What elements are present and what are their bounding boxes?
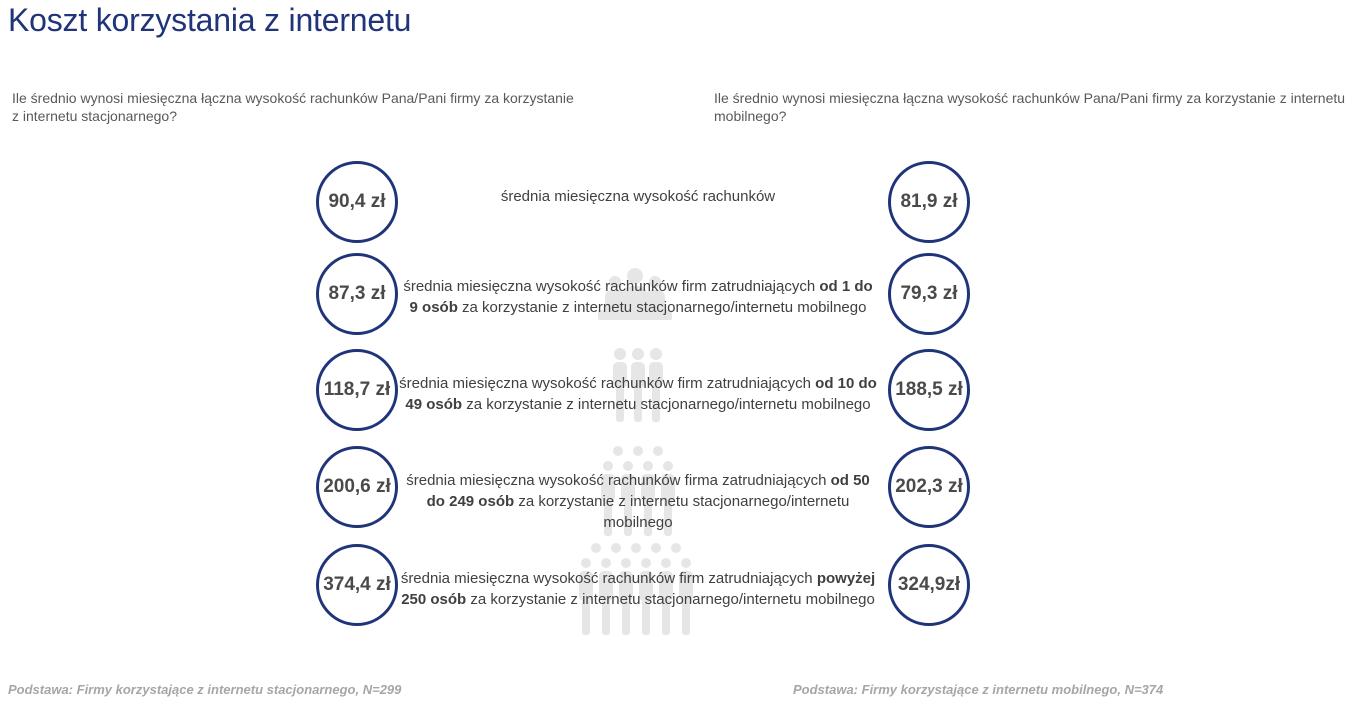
row-text-pre: średnia miesięczna wysokość rachunków firm zatrudniających	[399, 375, 816, 392]
footnote-mobile-base: Podstawa: Firmy korzystające z internetu mobilnego, N=374	[793, 682, 1164, 697]
row-text-pre: średnia miesięczna wysokość rachunków firma zatrudniających	[406, 472, 831, 489]
mobile-cost-circle-all: 81,9 zł	[888, 161, 970, 243]
mobile-cost-circle-1-9: 79,3 zł	[888, 253, 970, 335]
fixed-cost-circle-1-9: 87,3 zł	[316, 253, 398, 335]
row-text-bold: powyżej 250 osób	[401, 570, 876, 608]
fixed-cost-circle-all: 90,4 zł	[316, 161, 398, 243]
fixed-cost-circle-10-49: 118,7 zł	[316, 349, 398, 431]
row-text-pre: średnia miesięczna wysokość rachunków firm zatrudniających	[403, 278, 820, 295]
row-description-all	[398, 186, 878, 207]
row-text-bold: od 1 do 9 osób	[409, 278, 873, 316]
row-text-post: za korzystanie z internetu stacjonarnego/internetu mobilnego	[466, 591, 875, 608]
row-text-post: za korzystanie z internetu stacjonarnego/internetu mobilnego	[514, 493, 850, 531]
row-description-250-plus	[398, 568, 878, 610]
mobile-cost-circle-50-249: 202,3 zł	[888, 446, 970, 528]
question-fixed-internet: Ile średnio wynosi miesięczna łączna wysokość rachunków Pana/Pani firmy za korzystanie z internetu stacjonarnego?	[12, 90, 574, 124]
row-description-50-249	[398, 470, 878, 533]
row-text-bold: od 50 do 249 osób	[426, 472, 870, 510]
fixed-cost-circle-250-plus: 374,4 zł	[316, 544, 398, 626]
row-text-pre: średnia miesięczna wysokość rachunków firm zatrudniających	[400, 570, 817, 587]
row-text-bold: od 10 do 49 osób	[405, 375, 877, 413]
row-description-1-9	[398, 276, 878, 318]
mobile-cost-circle-250-plus: 324,9zł	[888, 544, 970, 626]
question-mobile-internet: Ile średnio wynosi miesięczna łączna wysokość rachunków Pana/Pani firmy za korzystanie z internetu mobilnego?	[714, 90, 1346, 124]
mobile-cost-circle-10-49: 188,5 zł	[888, 349, 970, 431]
fixed-cost-circle-50-249: 200,6 zł	[316, 446, 398, 528]
page-title: Koszt korzystania z internetu	[8, 2, 412, 38]
row-text-post: za korzystanie z internetu stacjonarnego/internetu mobilnego	[457, 299, 867, 316]
row-description-10-49	[398, 373, 878, 415]
footnote-fixed-base: Podstawa: Firmy korzystające z internetu stacjonarnego, N=299	[8, 682, 402, 697]
row-text-pre: średnia miesięczna wysokość rachunków	[500, 188, 776, 205]
row-text-post: za korzystanie z internetu stacjonarnego/internetu mobilnego	[462, 396, 871, 413]
